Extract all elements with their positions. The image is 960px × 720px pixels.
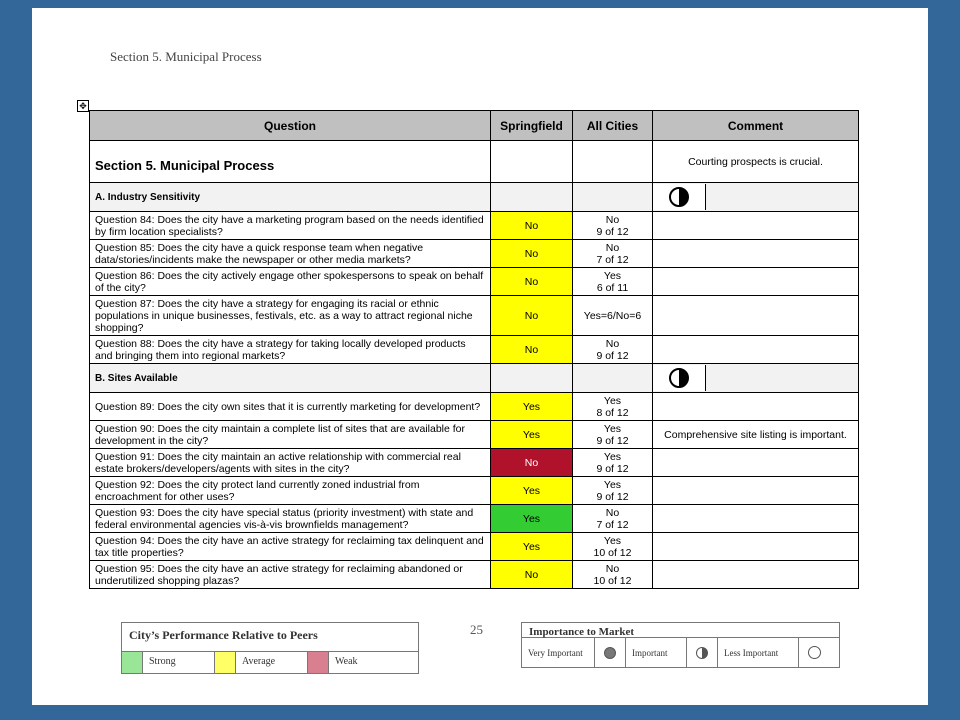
header-question: Question	[90, 111, 491, 141]
table-row	[90, 240, 859, 268]
performance-legend	[121, 622, 419, 674]
municipal-process-table	[89, 110, 859, 589]
question-text: Question 90: Does the city maintain a complete list of sites that are available for development in the city?	[90, 421, 491, 449]
all-cities-line1: Yes	[603, 534, 622, 547]
springfield-answer: Yes	[491, 505, 573, 533]
section-springfield-cell	[491, 141, 573, 183]
header-springfield: Springfield	[491, 111, 573, 141]
strong-swatch	[122, 652, 143, 673]
subsection-importance-cell	[653, 364, 859, 393]
all-cities-answer	[573, 393, 653, 421]
all-cities-answer	[573, 268, 653, 296]
weak-swatch	[308, 652, 329, 673]
all-cities-line1: No	[605, 506, 620, 519]
question-text: Question 84: Does the city have a marketing program based on the needs identified by firm location specialists?	[90, 212, 491, 240]
table-row	[90, 212, 859, 240]
question-text: Question 94: Does the city have an active strategy for reclaiming tax delinquent and tax title properties?	[90, 533, 491, 561]
subsection-all-cities-cell	[573, 183, 653, 212]
comment-text: Comprehensive site listing is important.	[653, 421, 859, 449]
all-cities-line2: 10 of 12	[593, 546, 632, 559]
comment-text	[653, 268, 859, 296]
section-title: Section 5. Municipal Process	[90, 141, 491, 183]
question-text: Question 86: Does the city actively engage other spokespersons to speak on behalf of the city?	[90, 268, 491, 296]
strong-label: Strong	[143, 652, 215, 673]
empty-circle-icon	[799, 638, 829, 667]
subsection-comment-blank	[706, 184, 858, 210]
table-row	[90, 505, 859, 533]
springfield-answer: No	[491, 336, 573, 364]
comment-text	[653, 336, 859, 364]
important-label: Important	[626, 638, 687, 667]
average-swatch	[215, 652, 236, 673]
importance-legend-title: Importance to Market	[522, 623, 839, 638]
table-row	[90, 296, 859, 336]
comment-text	[653, 477, 859, 505]
all-cities-line2: 9 of 12	[596, 225, 629, 238]
springfield-answer: Yes	[491, 421, 573, 449]
page-heading: Section 5. Municipal Process	[110, 49, 262, 64]
springfield-answer: No	[491, 296, 573, 336]
all-cities-line1: No	[605, 562, 620, 575]
all-cities-line2: 9 of 12	[596, 462, 629, 475]
table-header-row	[90, 111, 859, 141]
importance-legend-row	[522, 638, 839, 667]
all-cities-line2: 9 of 12	[596, 349, 629, 362]
question-text: Question 93: Does the city have special status (priority investment) with state and federal environmental agencies vis-à-vis brownfields management?	[90, 505, 491, 533]
header-all-cities: All Cities	[573, 111, 653, 141]
subsection-importance-cell	[653, 183, 859, 212]
subsection-springfield-cell	[491, 364, 573, 393]
performance-legend-title: City’s Performance Relative to Peers	[122, 623, 418, 652]
header-comment: Comment	[653, 111, 859, 141]
subsection-row	[90, 183, 859, 212]
all-cities-answer	[573, 296, 653, 336]
very-important-label: Very Important	[522, 638, 595, 667]
springfield-answer: Yes	[491, 533, 573, 561]
question-text: Question 95: Does the city have an active strategy for reclaiming abandoned or underutilized shopping plazas?	[90, 561, 491, 589]
table-row	[90, 421, 859, 449]
all-cities-line1: Yes	[603, 394, 622, 407]
table-row	[90, 336, 859, 364]
comment-text	[653, 533, 859, 561]
section-row	[90, 141, 859, 183]
comment-text	[653, 449, 859, 477]
all-cities-answer	[573, 449, 653, 477]
all-cities-line1: Yes	[603, 269, 622, 282]
weak-label: Weak	[335, 656, 358, 667]
all-cities-line1: Yes	[603, 478, 622, 491]
section-all-cities-cell	[573, 141, 653, 183]
subsection-row	[90, 364, 859, 393]
subsection-title: A. Industry Sensitivity	[90, 183, 491, 212]
table-row	[90, 533, 859, 561]
springfield-answer: Yes	[491, 393, 573, 421]
all-cities-line2: 6 of 11	[596, 281, 629, 294]
all-cities-line2: 7 of 12	[596, 253, 629, 266]
half-circle-icon	[653, 184, 706, 210]
comment-text	[653, 505, 859, 533]
document-page	[32, 8, 928, 705]
all-cities-answer	[573, 212, 653, 240]
all-cities-answer	[573, 336, 653, 364]
half-circle-icon	[687, 638, 718, 667]
springfield-answer: No	[491, 449, 573, 477]
move-cross-icon[interactable]: ✥	[77, 100, 89, 112]
subsection-comment-blank	[706, 365, 858, 391]
all-cities-answer	[573, 533, 653, 561]
half-circle-icon	[653, 365, 706, 391]
all-cities-line2: 7 of 12	[596, 518, 629, 531]
section-comment: Courting prospects is crucial.	[653, 141, 859, 183]
all-cities-answer	[573, 505, 653, 533]
performance-legend-row	[122, 652, 418, 673]
table-row	[90, 449, 859, 477]
comment-text	[653, 393, 859, 421]
all-cities-line2: 10 of 12	[593, 574, 632, 587]
question-text: Question 92: Does the city protect land currently zoned industrial from encroachment for other uses?	[90, 477, 491, 505]
less-important-label: Less Important	[718, 638, 799, 667]
subsection-title: B. Sites Available	[90, 364, 491, 393]
all-cities-line1: Yes	[603, 422, 622, 435]
all-cities-line1: Yes=6/No=6	[583, 309, 642, 322]
springfield-answer: No	[491, 268, 573, 296]
all-cities-line1: Yes	[603, 450, 622, 463]
importance-legend	[521, 622, 840, 668]
page-number: 25	[470, 622, 483, 637]
all-cities-answer	[573, 421, 653, 449]
comment-text	[653, 240, 859, 268]
all-cities-answer	[573, 561, 653, 589]
all-cities-answer	[573, 240, 653, 268]
question-text: Question 91: Does the city maintain an active relationship with commercial real estate brokers/developers/agents with sites in the city?	[90, 449, 491, 477]
springfield-answer: Yes	[491, 477, 573, 505]
all-cities-line2: 8 of 12	[596, 406, 629, 419]
subsection-springfield-cell	[491, 183, 573, 212]
table-row	[90, 477, 859, 505]
all-cities-line1: No	[605, 213, 620, 226]
question-text: Question 85: Does the city have a quick response team when negative data/stories/incidents make the newspaper or other media markets?	[90, 240, 491, 268]
comment-text	[653, 212, 859, 240]
question-text: Question 89: Does the city own sites that it is currently marketing for development?	[90, 393, 491, 421]
table-row	[90, 268, 859, 296]
all-cities-line1: No	[605, 241, 620, 254]
springfield-answer: No	[491, 212, 573, 240]
comment-text	[653, 561, 859, 589]
average-label: Average	[236, 652, 308, 673]
all-cities-answer	[573, 477, 653, 505]
full-circle-icon	[595, 638, 626, 667]
comment-text	[653, 296, 859, 336]
all-cities-line2: 9 of 12	[596, 490, 629, 503]
subsection-all-cities-cell	[573, 364, 653, 393]
question-text: Question 87: Does the city have a strategy for engaging its racial or ethnic populations in unique businesses, festivals, etc. as a way to attract regional niche shopping?	[90, 296, 491, 336]
springfield-answer: No	[491, 561, 573, 589]
all-cities-line1: No	[605, 337, 620, 350]
table-row	[90, 561, 859, 589]
table-row	[90, 393, 859, 421]
all-cities-line2: 9 of 12	[596, 434, 629, 447]
question-text: Question 88: Does the city have a strategy for taking locally developed products and bringing them into regional markets?	[90, 336, 491, 364]
springfield-answer: No	[491, 240, 573, 268]
